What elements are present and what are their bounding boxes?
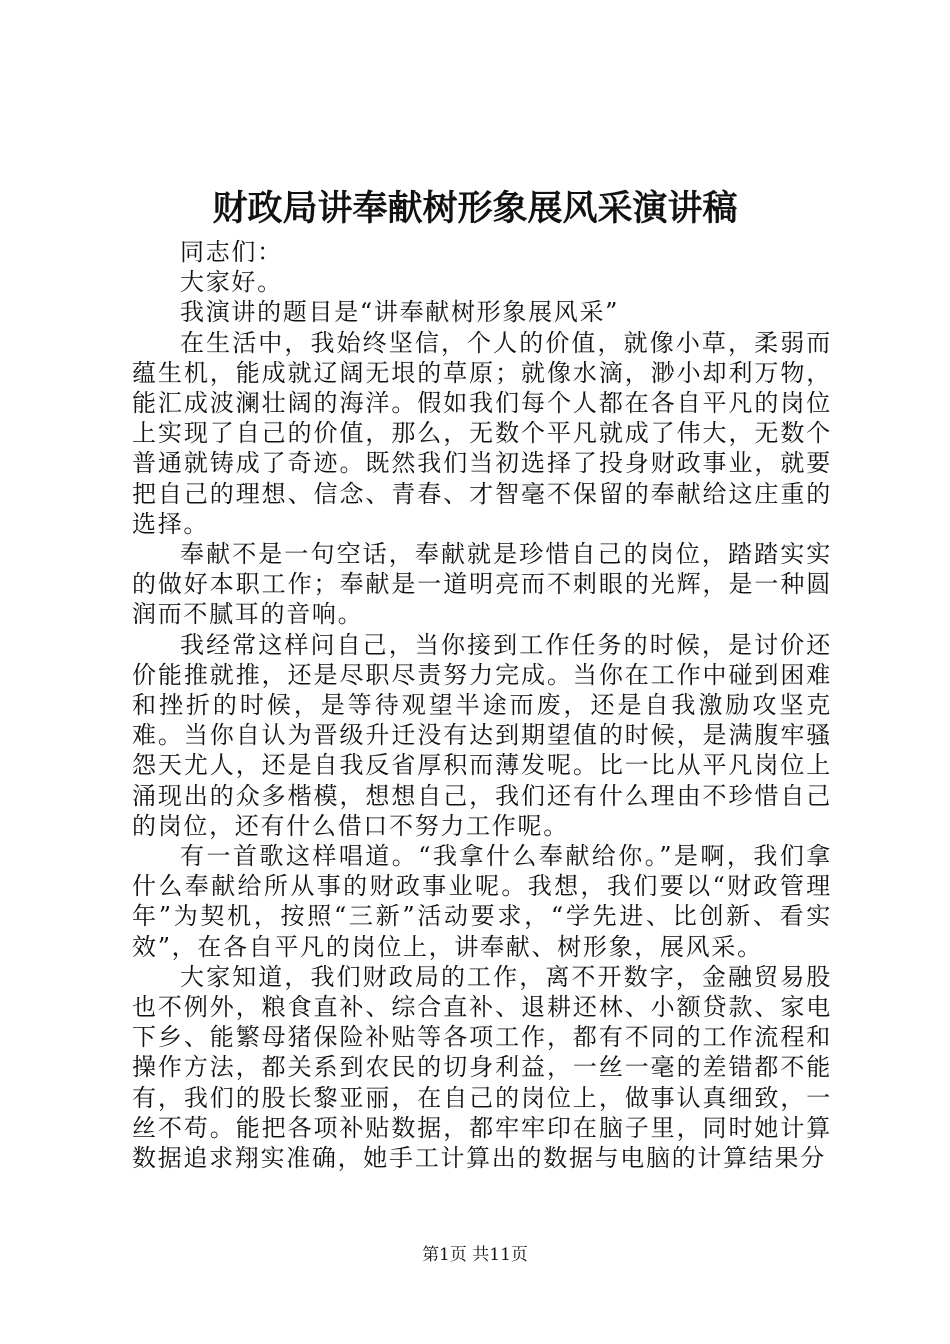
paragraph-dedication: 奉献不是一句空话，奉献就是珍惜自己的岗位，踏踏实实的做好本职工作；奉献是一道明亮而不刺眼的光辉，是一种圆润而不腻耳的音响。 — [132, 540, 832, 629]
paragraph-salutation: 同志们： — [180, 238, 283, 266]
paragraph-value: 在生活中，我始终坚信，个人的价值，就像小草，柔弱而蕴生机，能成就辽阔无垠的草原；就像水滴，渺小却利万物，能汇成波澜壮阔的海洋。假如我们每个人都在各自平凡的岗位上实现了自己的价值，那么，无数个平凡就成了伟大，无数个普通就铸成了奇迹。既然我们当初选择了投身财政事业，就要把自己的理想、信念、青春、才智毫不保留的奉献给这庄重的选择。 — [132, 328, 832, 538]
document-title: 财政局讲奉献树形象展风采演讲稿 — [212, 188, 738, 229]
paragraph-self-question: 我经常这样问自己，当你接到工作任务的时候，是讨价还价能推就推，还是尽职尽责努力完成。当你在工作中碰到困难和挫折的时候，是等待观望半途而废，还是自我激励攻坚克难。当你自认为晋级升迁没有达到期望值的时候，是满腹牢骚怨天尤人，还是自我反省厚积而薄发呢。比一比从平凡岗位上涌现出的众多楷模，想想自己，我们还有什么理由不珍惜自己的岗位，还有什么借口不努力工作呢。 — [132, 630, 832, 840]
paragraph-topic: 我演讲的题目是“讲奉献树形象展风采” — [180, 298, 620, 327]
page-indicator: 第1页 共11页 — [422, 1245, 528, 1265]
paragraph-song: 有一首歌这样唱道。“我拿什么奉献给你。”是啊，我们拿什么奉献给所从事的财政事业呢。我想，我们要以“财政管理年”为契机，按照“三新”活动要求，“学先进、比创新、看实效”，在各自平凡的岗位上，讲奉献、树形象，展风采。 — [132, 842, 832, 961]
paragraph-greeting: 大家好。 — [180, 268, 283, 297]
paragraph-finance-work: 大家知道，我们财政局的工作，离不开数字，金融贸易股也不例外，粮食直补、综合直补、退耕还林、小额贷款、家电下乡、能繁母猪保险补贴等各项工作，都有不同的工作流程和操作方法，都关系到农民的切身利益，一丝一毫的差错都不能有，我们的股长黎亚丽，在自己的岗位上，做事认真细致，一丝不苟。能把各项补贴数据，都牢牢印在脑子里，同时她计算数据追求翔实准确，她手工计算出的数据与电脑的计算结果分 — [132, 962, 832, 1173]
document-body — [132, 237, 832, 1173]
